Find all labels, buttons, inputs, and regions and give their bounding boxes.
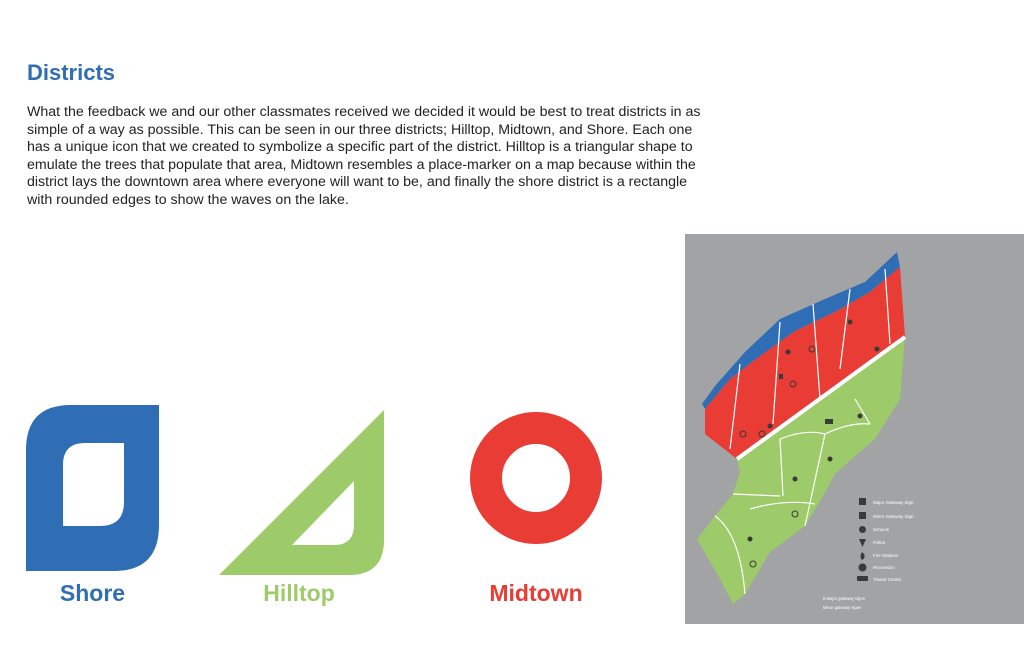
district-map — [685, 234, 1024, 624]
legend-transit-center: Transit Center — [873, 577, 902, 582]
district-map-graphic — [685, 234, 1024, 624]
legend-fire-stations: Fire Stations — [873, 553, 899, 558]
legend-police: Police — [873, 540, 886, 545]
shore-logo-icon — [26, 405, 159, 571]
legend-minor-gateway: Minor Gateway Sign — [873, 514, 914, 519]
legend-recreation: Recreation — [873, 565, 895, 570]
shore-label: Shore — [59, 580, 126, 606]
hilltop-label: Hilltop — [263, 580, 335, 606]
intro-paragraph: What the feedback we and our other classmates received we decided it would be best to treat districts in as simple of a way as possible. This can be seen in our three districts; Hilltop, Midtown, and Shore. Each one has a unique icon that we created to symbolize a specific part of the district. Hilltop is a triangular shape to emulate the trees that populate that area, Midtown resembles a place-marker on a map because within the district lays the downtown area where everyone will want to be, and finally the shore district is a rectangle with rounded edges to show the waves on the lake. — [27, 104, 701, 208]
legend-icons — [857, 498, 868, 581]
hilltop-logo-icon — [219, 410, 384, 575]
legend-note-minor: Minor gateway signs — [823, 605, 862, 610]
legend-schools: Schools — [873, 527, 890, 532]
midtown-label: Midtown — [489, 580, 583, 606]
page-title: Districts — [27, 60, 116, 85]
legend-note-major: 8 Major gateway signs — [823, 596, 865, 601]
legend-major-gateway: Major Gateway Sign — [873, 500, 914, 505]
midtown-logo-icon — [470, 412, 602, 544]
